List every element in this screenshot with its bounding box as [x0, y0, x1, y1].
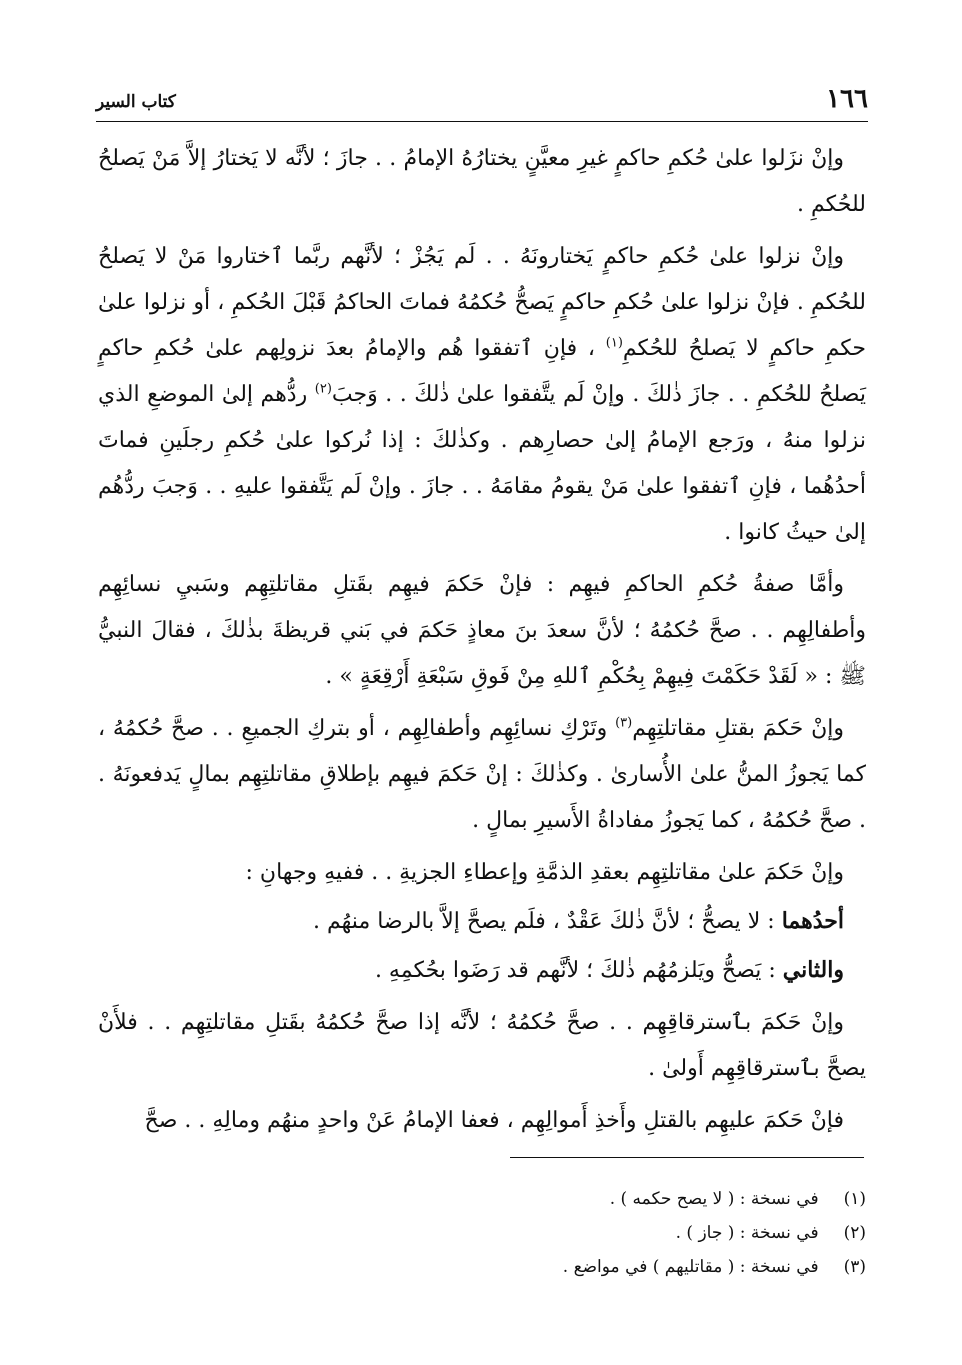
paragraph-text: : يَصحُّ ويَلزمُهُم ذٰلكَ ؛ لأنَّهم قد رَضَوا بحُكمِهِ .: [374, 958, 776, 983]
footnote-number: (١): [843, 1189, 866, 1209]
footnotes: [200, 1182, 866, 1284]
paragraph-text: وإنْ حَكمَ علىٰ مقاتلتِهِم بعقدِ الذمَّةِ وإعطاءِ الجزيةِ . . ففيهِ وجهانِ :: [245, 860, 844, 885]
paragraph-text: وإنْ نزلوا علىٰ حُكمِ حاكمٍ يَختارونَهُ . . لَم يَجُزْ ؛ لأنَّهم ربَّما ٱختاروا مَنْ لا يَصلحُ للحُكمِ . فإنْ نزلوا علىٰ حُكمِ حاكمٍ يَصحُّ حُكمُهُ فماتَ الحاكمُ قَبْلَ الحُكمِ ، أو نزلوا علىٰ حكمِ حاكمٍ لا يَصلحُ للحُكمِ: [98, 244, 866, 361]
footnote-number: (٢): [843, 1223, 866, 1243]
page-number: ١٦٦: [826, 84, 868, 114]
footnote-reference[interactable]: (٣): [615, 715, 633, 731]
footnote-text: في نسخة : ( لا يصح حكمه ) .: [609, 1189, 819, 1209]
paragraph: [98, 706, 866, 844]
paragraph-text: وأمَّا صفةُ حُكمِ الحاكمِ فيهِم : فإنْ حَكمَ فيهِم بقَتلِ مقاتلتِهِم وسَبيِ نسائِهِم وأطفالِهِم . . صحَّ حُكمُهُ ؛ لأنَّ سعدَ بنَ معاذٍ حَكمَ في بَني قريظةَ بذٰلكَ ، فقالَ النبيُّ ﷺ : « لَقَدْ حَكَمْتَ فِيهِمْ بِحُكْمِ ٱللهِ مِنْ فَوقِ سَبْعَةِ أَرْقِعَةٍ » .: [98, 572, 866, 689]
main-text: [98, 136, 866, 1150]
opinion-label: والثاني: [782, 957, 844, 983]
footnote: [200, 1250, 866, 1284]
footnote-divider: [510, 1157, 864, 1158]
paragraph: [98, 136, 866, 228]
paragraph: [98, 1000, 866, 1092]
book-title: كتاب السير: [96, 92, 176, 112]
running-head: [96, 84, 868, 120]
footnote-number: (٣): [843, 1257, 866, 1277]
paragraph: [98, 850, 866, 896]
footnote-text: في نسخة : ( جاز ) .: [675, 1223, 819, 1243]
paragraph-text: : لا يصحُّ ؛ لأنَّ ذٰلكَ عَقْدٌ ، فلَم يصحَّ إلاَّ بالرضا منهُم .: [313, 909, 775, 934]
paragraph: [98, 898, 866, 945]
paragraph-text: وإنْ حَكمَ بٱسترقاقِهِم . . صحَّ حُكمُهُ ؛ لأنَّه إذا صحَّ حُكمُهُ بقَتلِ مقاتلتِهِم . . فلأَنْ يصحَّ بٱسترقاقِهِم أَولىٰ .: [98, 1010, 866, 1081]
footnote: [200, 1182, 866, 1216]
opinion-label: أحدُهما: [781, 908, 844, 934]
paragraph: [98, 947, 866, 994]
paragraph: [98, 562, 866, 700]
footnote-text: في نسخة : ( مقاتليهم ) في مواضع .: [562, 1257, 819, 1277]
paragraph-text: ردُّهم إلىٰ الموضعِ الذي نزلوا منهُ ، ورَجع الإمامُ إلىٰ حصارِهم . وكذٰلكَ : إذا نُركوا علىٰ حُكمِ رجلَينِ فماتَ أحدُهُما ، فإنِ ٱتفقوا علىٰ مَنْ يقومُ مقامَهُ . . جازَ . وإنْ لَم يَتَّفقوا عليهِ . . وَجبَ ردُّهُم إلىٰ حيثُ كانوا .: [98, 382, 866, 545]
header-divider: [96, 121, 868, 122]
footnote-reference[interactable]: (١): [605, 335, 623, 351]
paragraph-text: ، فإنِ ٱتفقوا هُم والإمامُ بعدَ نزولِهم علىٰ حُكمِ حاكمٍ يَصلحُ للحُكمِ . . جازَ ذٰلكَ . وإنْ لَم يتَّفقوا علىٰ ذٰلكَ . . وَجبَ: [98, 336, 866, 407]
paragraph-text: وإنْ نزَلوا علىٰ حُكمِ حاكمٍ غيرِ معيَّنٍ يختارُهُ الإمامُ . . جازَ ؛ لأنَّه لا يَختارُ إلاَّ مَنْ يَصلحُ للحُكمِ .: [98, 146, 866, 217]
paragraph: [98, 234, 866, 556]
paragraph-text: وتَرْكِ نسائِهِم وأطفالِهِم ، أو بتركِ الجميعِ . . صحَّ حُكمُهُ ، كما يَجوزُ المنُّ علىٰ الأُسارىٰ . وكذٰلكَ : إنْ حَكمَ فيهِم بإطلاقِ مقاتلتِهِم بمالٍ يَدفعونَهُ . . صحَّ حُكمُهُ ، كما يَجوزُ مفاداةُ الأَسيرِ بمالٍ .: [98, 716, 866, 833]
paragraph-text: وإنْ حَكمَ بقتلِ مقاتلتِهِم: [632, 716, 844, 741]
paragraph-text: فإنْ حَكمَ عليهِم بالقتلِ وأَخذِ أَموالِهِم ، فعفا الإمامُ عَنْ واحدٍ منهُم ومالِهِ . . صحَّ: [144, 1108, 844, 1133]
paragraph: [98, 1098, 866, 1144]
footnote: [200, 1216, 866, 1250]
footnote-reference[interactable]: (٢): [314, 381, 332, 397]
